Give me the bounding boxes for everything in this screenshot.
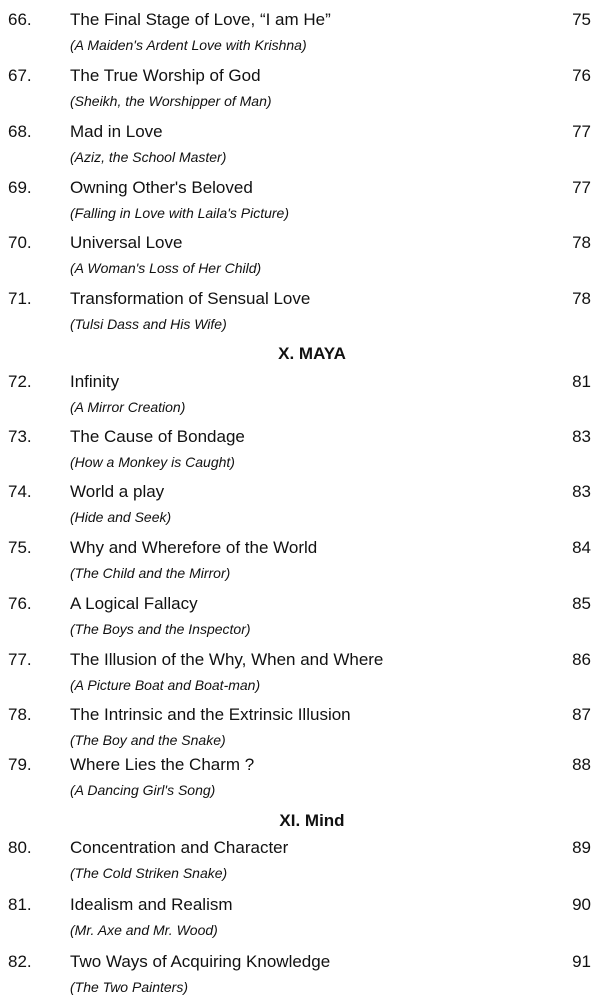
entry-page-number: 90 — [572, 895, 591, 914]
entry-number: 74. — [8, 482, 32, 501]
section-heading: XI. Mind — [279, 811, 345, 830]
entry-page-number: 87 — [572, 705, 591, 724]
entry-page-number: 83 — [572, 482, 591, 501]
entry-page-number: 76 — [572, 66, 591, 85]
entry-title: Universal Love — [70, 233, 183, 252]
entry-page-number: 88 — [572, 755, 591, 774]
entry-subtitle: (A Woman's Loss of Her Child) — [70, 260, 262, 276]
entry-number: 67. — [8, 66, 32, 85]
entry-number: 75. — [8, 538, 32, 557]
entry-number: 66. — [8, 10, 32, 29]
entry-title: Transformation of Sensual Love — [70, 289, 311, 308]
entry-subtitle: (A Picture Boat and Boat-man) — [70, 677, 261, 693]
entry-page-number: 75 — [572, 10, 591, 29]
entry-number: 80. — [8, 838, 32, 857]
entry-number: 76. — [8, 594, 32, 613]
entry-number: 78. — [8, 705, 32, 724]
entry-subtitle: (Aziz, the School Master) — [70, 149, 227, 165]
entry-title: Infinity — [70, 372, 120, 391]
entry-subtitle: (Hide and Seek) — [70, 509, 172, 525]
entry-subtitle: (The Child and the Mirror) — [70, 565, 231, 581]
entry-subtitle: (Sheikh, the Worshipper of Man) — [70, 93, 272, 109]
entry-page-number: 85 — [572, 594, 591, 613]
entry-title: The Intrinsic and the Extrinsic Illusion — [70, 705, 351, 724]
entry-number: 81. — [8, 895, 32, 914]
entry-number: 71. — [8, 289, 32, 308]
section-heading: X. MAYA — [278, 344, 346, 363]
entry-title: Two Ways of Acquiring Knowledge — [70, 952, 331, 971]
entry-page-number: 89 — [572, 838, 591, 857]
entry-subtitle: (How a Monkey is Caught) — [70, 454, 235, 470]
entry-subtitle: (Tulsi Dass and His Wife) — [70, 316, 227, 332]
entry-subtitle: (Mr. Axe and Mr. Wood) — [70, 922, 218, 938]
entry-page-number: 83 — [572, 427, 591, 446]
entry-subtitle: (A Maiden's Ardent Love with Krishna) — [70, 37, 307, 53]
entry-title: The Final Stage of Love, “I am He” — [70, 10, 331, 29]
entry-title: Mad in Love — [70, 122, 163, 141]
entry-title: Idealism and Realism — [70, 895, 233, 914]
entry-title: Owning Other's Beloved — [70, 178, 253, 197]
entry-number: 72. — [8, 372, 32, 391]
entry-page-number: 91 — [572, 952, 591, 971]
entry-page-number: 77 — [572, 122, 591, 141]
entry-number: 69. — [8, 178, 32, 197]
entry-title: A Logical Fallacy — [70, 594, 198, 613]
entry-title: Concentration and Character — [70, 838, 289, 857]
entry-page-number: 81 — [572, 372, 591, 391]
entry-title: The True Worship of God — [70, 66, 261, 85]
entry-page-number: 86 — [572, 650, 591, 669]
entry-number: 79. — [8, 755, 32, 774]
entry-subtitle: (The Boys and the Inspector) — [70, 621, 251, 637]
entry-subtitle: (The Two Painters) — [70, 979, 188, 995]
entry-page-number: 77 — [572, 178, 591, 197]
entry-page-number: 84 — [572, 538, 591, 557]
entry-title: Where Lies the Charm ? — [70, 755, 255, 774]
entry-number: 70. — [8, 233, 32, 252]
entry-number: 77. — [8, 650, 32, 669]
entry-number: 73. — [8, 427, 32, 446]
entry-subtitle: (Falling in Love with Laila's Picture) — [70, 205, 289, 221]
entry-number: 68. — [8, 122, 32, 141]
entry-number: 82. — [8, 952, 32, 971]
entry-page-number: 78 — [572, 289, 591, 308]
entry-subtitle: (A Mirror Creation) — [70, 399, 186, 415]
entry-title: World a play — [70, 482, 165, 501]
entry-subtitle: (The Cold Striken Snake) — [70, 865, 228, 881]
entry-title: Why and Wherefore of the World — [70, 538, 318, 557]
entry-title: The Cause of Bondage — [70, 427, 245, 446]
entry-subtitle: (The Boy and the Snake) — [70, 732, 226, 748]
entry-page-number: 78 — [572, 233, 591, 252]
entry-subtitle: (A Dancing Girl's Song) — [70, 782, 216, 798]
entry-title: The Illusion of the Why, When and Where — [70, 650, 384, 669]
